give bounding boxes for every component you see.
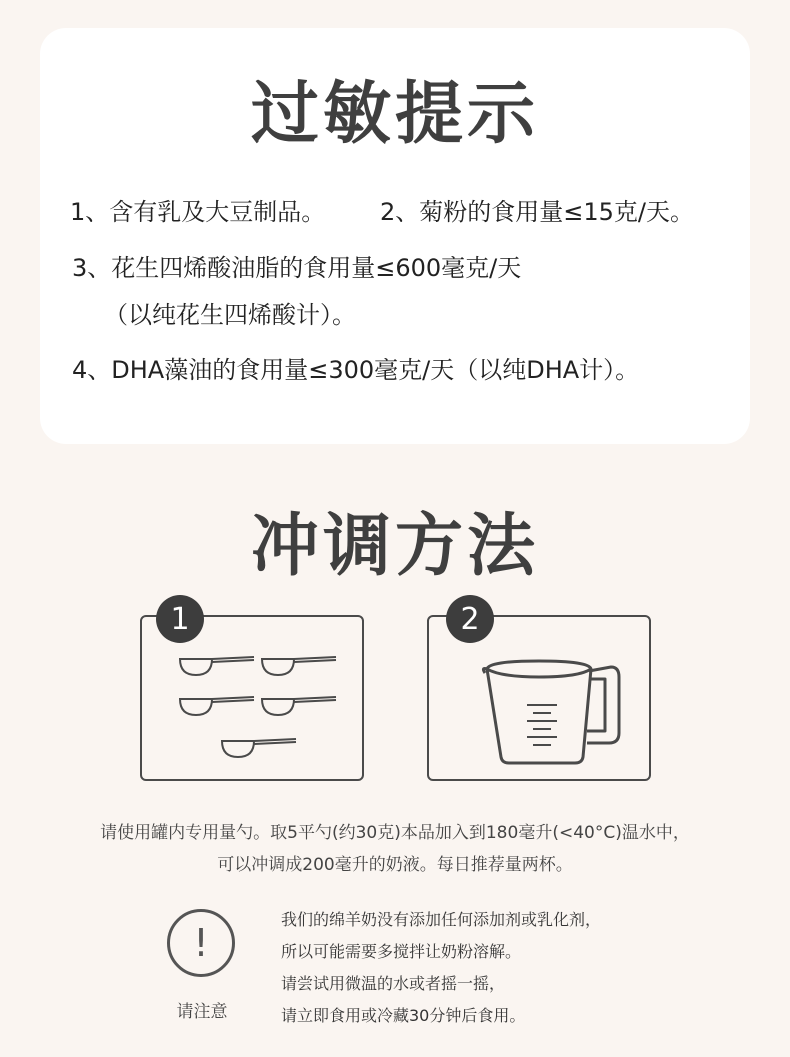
notice-label: 请注意 [176,1002,228,1022]
step-1-badge: 1 [156,595,204,643]
allergy-item-2: 2、菊粉的食用量≤15克/天。 [380,198,695,226]
instruction-line-1: 请使用罐内专用量勺。取5平勺(约30克)本品加入到180毫升(<40°C)温水中， [100,823,690,843]
allergy-item-3-note: （以纯花生四烯酸计）。 [104,301,356,329]
allergy-item-1: 1、含有乳及大豆制品。 [70,198,326,226]
exclamation-mark: ! [193,921,209,965]
notice-line-2: 所以可能需要多搅拌让奶粉溶解。 [281,942,522,961]
allergy-title: 过敏提示 [250,75,539,154]
notice-line-1: 我们的绵羊奶没有添加任何添加剂或乳化剂， [281,910,602,929]
exclamation-circle-icon [167,909,235,977]
instruction-line-2: 可以冲调成200毫升的奶液。每日推荐量两杯。 [217,855,573,875]
method-title: 冲调方法 [250,507,539,586]
notice-line-4: 请立即食用或冷藏30分钟后食用。 [281,1006,526,1025]
step-2-badge: 2 [446,595,494,643]
allergy-item-4: 4、DHA藻油的食用量≤300毫克/天（以纯DHA计）。 [72,356,640,384]
allergy-item-3: 3、花生四烯酸油脂的食用量≤600毫克/天 [72,254,522,282]
notice-line-3: 请尝试用微温的水或者摇一摇， [281,974,506,993]
